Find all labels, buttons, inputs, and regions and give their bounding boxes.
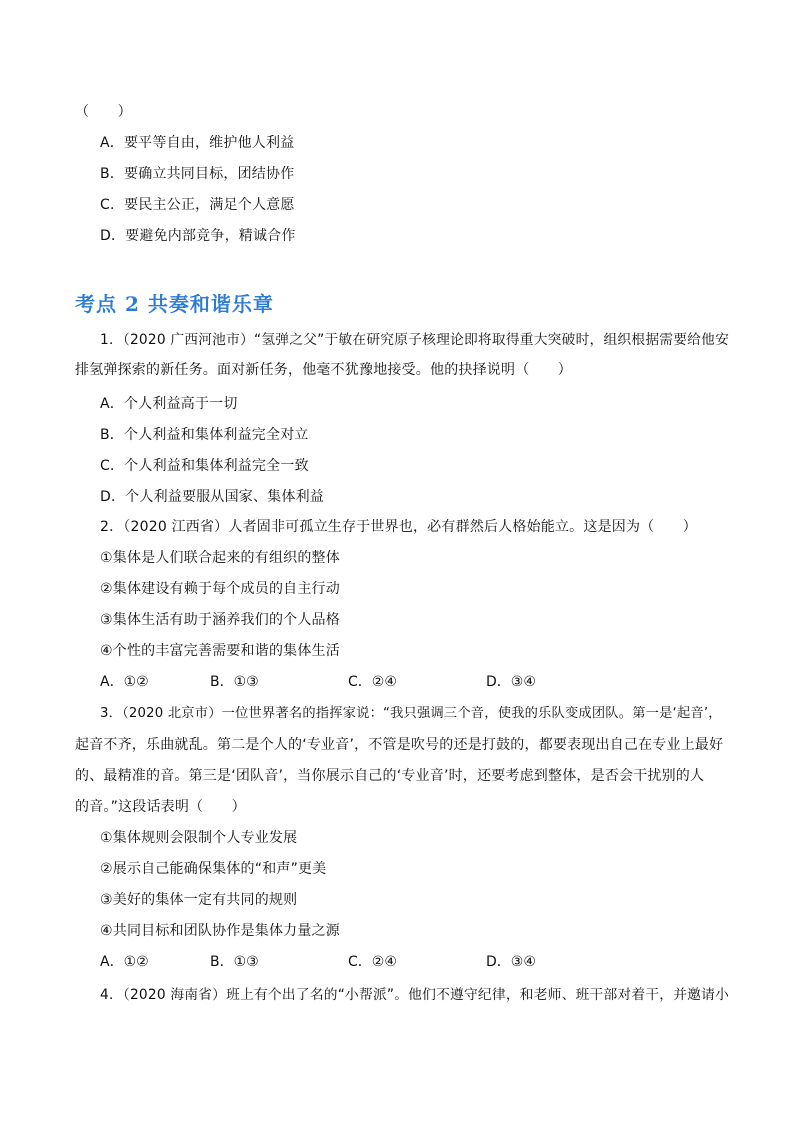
q2-item-1: ①集体是人们联合起来的有组织的整体	[100, 550, 340, 566]
q3-choice-c: C．②④	[348, 954, 397, 970]
answer-bracket: （ ）	[75, 104, 132, 120]
q2-choice-a: A．①②	[100, 674, 149, 690]
q1-stem-line-1: 1．（2020 广西河池市）“氢弹之父”于敏在研究原子核理论即将取得重大突破时，组织根据需要给他安	[100, 332, 730, 348]
q1-option-d: D．个人利益要服从国家、集体利益	[100, 489, 324, 505]
q4-stem: 4．（2020 海南省）班上有个出了名的“小帮派”。他们不遵守纪律，和老师、班干部对着干，并邀请小	[100, 987, 730, 1003]
option-b: B．要确立共同目标，团结协作	[100, 166, 295, 182]
q3-item-1: ①集体规则会限制个人专业发展	[100, 830, 298, 846]
q3-item-2: ②展示自己能确保集体的“和声”更美	[100, 861, 327, 877]
q3-item-3: ③美好的集体一定有共同的规则	[100, 892, 298, 908]
q2-item-3: ③集体生活有助于涵养我们的个人品格	[100, 612, 340, 628]
q3-stem-line-3: 的、最精准的音。第三是‘团队音’，当你展示自己的‘专业音’时，还要考虑到整体，是否会干扰别的人	[75, 768, 705, 784]
q3-stem-line-1: 3．（2020 北京市）一位世界著名的指挥家说：“我只强调三个音，使我的乐队变成团队。第一是‘起音’，	[100, 706, 722, 721]
option-a: A．要平等自由，维护他人利益	[100, 135, 295, 151]
q3-stem-line-2: 起音不齐，乐曲就乱。第二是个人的‘专业音’，不管是吹号的还是打鼓的，都要表现出自己在专业上最好	[75, 737, 724, 753]
q2-item-2: ②集体建设有赖于每个成员的自主行动	[100, 581, 340, 597]
q2-stem: 2．（2020 江西省）人者固非可孤立生存于世界也，必有群然后人格始能立。这是因为（ ）	[100, 519, 697, 535]
q3-choice-b: B．①③	[210, 954, 259, 970]
q1-option-c: C．个人利益和集体利益完全一致	[100, 458, 309, 474]
q1-stem-line-2: 排氢弹探索的新任务。面对新任务，他毫不犹豫地接受。他的抉择说明（ ）	[75, 362, 572, 378]
q3-choice-a: A．①②	[100, 954, 149, 970]
q3-item-4: ④共同目标和团队协作是集体力量之源	[100, 923, 340, 939]
q3-stem-line-4: 的音。”这段话表明（ ）	[75, 799, 246, 815]
q2-choice-d: D．③④	[486, 674, 536, 690]
section-heading: 考点 2 共奏和谐乐章	[75, 292, 274, 316]
option-c: C．要民主公正，满足个人意愿	[100, 197, 295, 213]
q2-choice-b: B．①③	[210, 674, 259, 690]
option-d: D．要避免内部竞争，精诚合作	[100, 228, 296, 244]
q1-option-b: B．个人利益和集体利益完全对立	[100, 427, 309, 443]
q2-choice-c: C．②④	[348, 674, 397, 690]
q3-choice-d: D．③④	[486, 954, 536, 970]
q2-item-4: ④个性的丰富完善需要和谐的集体生活	[100, 643, 340, 659]
q1-option-a: A．个人利益高于一切	[100, 396, 238, 412]
